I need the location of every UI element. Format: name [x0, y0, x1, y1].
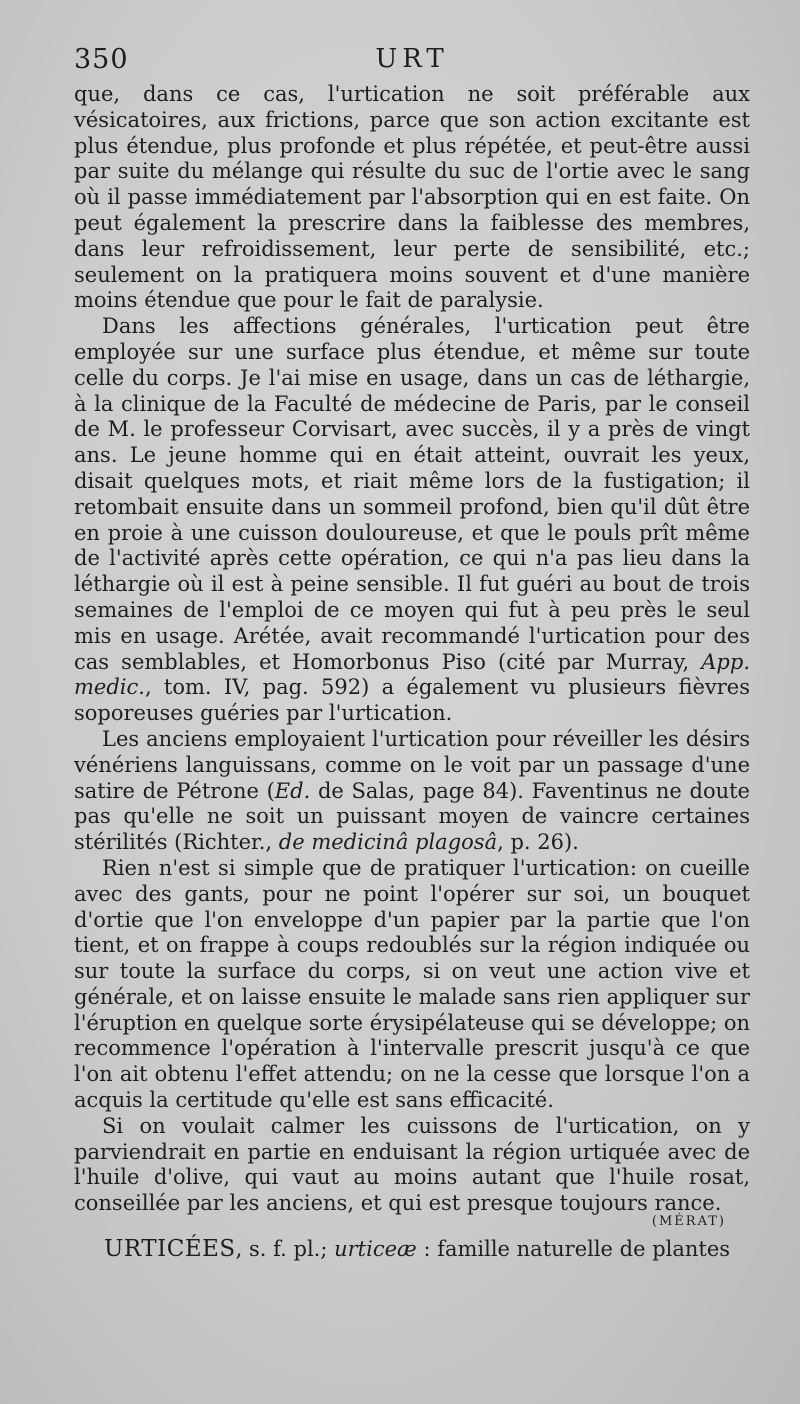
page-number: 350: [74, 44, 129, 75]
running-head: URT: [375, 44, 449, 74]
paragraph-2-tail: , tom. IV, pag. 592) a également vu plusieurs fièvres soporeuses guéries par l'urtication.: [74, 675, 750, 726]
paragraph-5: Si on voulait calmer les cuissons de l'urtication, on y parviendrait en partie en enduisant la région urtiquée avec de l'huile d'olive, qui vaut au moins autant que l'huile rosat, conseillée par les anciens, et qui est presque toujours rance.: [74, 1113, 750, 1216]
entry-grammar: , s. f. pl.;: [235, 1237, 335, 1261]
dictionary-entry: [104, 1236, 750, 1262]
citation-app-medic: App. medic.: [74, 649, 750, 700]
entry-definition: : famille naturelle de plantes: [416, 1237, 731, 1261]
paragraph-1: que, dans ce cas, l'urtication ne soit préférable aux vésicatoires, aux frictions, parce que son action excitante est plus étendue, plus profonde et plus répétée, et peut-être aussi par suite du mélange qui résulte du suc de l'ortie avec le sang où il passe immédiatement par l'absorption qui en est faite. On peut également la prescrire dans la faiblesse des membres, dans leur refroidissement, leur perte de sensibilité, etc.; seulement on la pratiquera moins souvent et d'une manière moins étendue que pour le fait de paralysie.: [74, 82, 750, 313]
entry-latin-name: urticeæ: [334, 1237, 417, 1261]
paragraph-4: Rien n'est si simple que de pratiquer l'urtication: on cueille avec des gants, pour ne point l'opérer sur soi, un bouquet d'ortie que l'on enveloppe d'un papier par la partie que l'on tient, et on frappe à coups redoublés sur la région indiquée ou sur toute la surface du corps, si on veut une action vive et générale, et on laisse ensuite le malade sans rien appliquer sur l'éruption en quelque sorte érysipélateuse qui se développe; on recommence l'opération à l'intervalle prescrit jusqu'à ce que l'on ait obtenu l'effet attendu; on ne la cesse que lorsque l'on a acquis la certitude qu'elle est sans efficacité.: [74, 855, 750, 1113]
author-signature: (MÉRAT): [651, 1214, 726, 1229]
article-body: [74, 82, 750, 1217]
paragraph-2: [74, 314, 750, 727]
citation-ed: Ed.: [274, 778, 311, 803]
paragraph-3-text: Les anciens employaient l'urtication pour réveiller les désirs vénériens languissans, comme on le voit par un passage d'une satire de Pétrone (: [74, 726, 750, 803]
entry-headword: URTICÉES: [104, 1236, 236, 1262]
paragraph-2-text: Dans les affections générales, l'urtication peut être employée sur une surface plus étendue, et même sur toute celle du corps. Je l'ai mise en usage, dans un cas de léthargie, à la clinique de la Faculté de médecine de Paris, par le conseil de M. le professeur Corvisart, avec succès, il y a près de vingt ans. Le jeune homme qui en était atteint, ouvrait les yeux, disait quelques mots, et riait même lors de la fustigation; il retombait ensuite dans un sommeil profond, bien qu'il dût être en proie à une cuisson douloureuse, et que le pouls prît même de l'activité après cette opération, ce qui n'a pas lieu dans la léthargie où il est à peine sensible. Il fut guéri au bout de trois semaines de l'emploi de ce moyen qui fut à peu près le seul mis en usage. Arétée, avait recommandé l'urtication pour des cas semblables, et Homorbonus Piso (cité par Murray,: [74, 314, 750, 674]
page-header: [74, 44, 750, 84]
paragraph-3-tail: , p. 26).: [497, 830, 579, 855]
paragraph-3-mid: de Salas, page 84). Faventinus ne doute pas qu'elle ne soit un puissant moyen de vaincre certaines stérilités (Richter.,: [74, 778, 750, 855]
citation-de-medicina: de medicinâ plagosâ: [278, 830, 498, 855]
paragraph-3: [74, 727, 750, 856]
